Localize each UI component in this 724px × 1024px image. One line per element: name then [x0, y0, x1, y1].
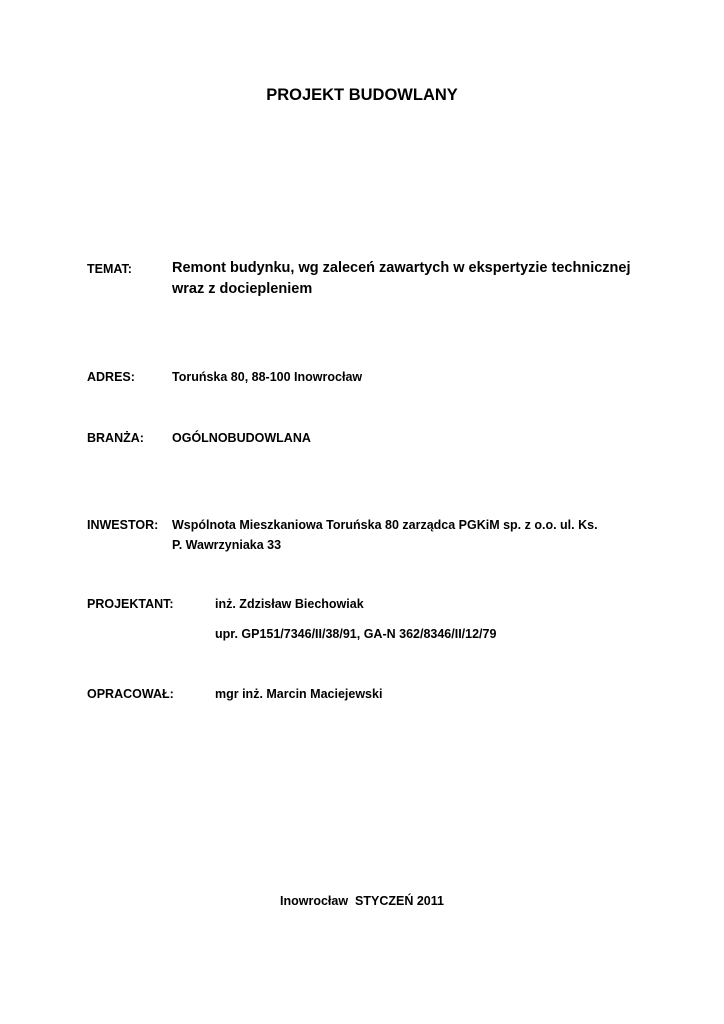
inwestor-label: INWESTOR: — [87, 518, 159, 532]
opracowal-label: OPRACOWAŁ: — [87, 687, 174, 701]
temat-line-2: wraz z dociepleniem — [172, 281, 313, 297]
adres-label: ADRES: — [87, 370, 135, 384]
projektant-label: PROJEKTANT: — [87, 597, 174, 611]
branza-value: OGÓLNOBUDOWLANA — [172, 431, 311, 445]
inwestor-line-2: P. Wawrzyniaka 33 — [172, 538, 282, 552]
projektant-license: upr. GP151/7346/II/38/91, GA-N 362/8346/II/12/79 — [215, 627, 497, 641]
opracowal-name: mgr inż. Marcin Maciejewski — [215, 687, 383, 701]
document-title: PROJEKT BUDOWLANY — [266, 86, 458, 104]
inwestor-line-1: Wspólnota Mieszkaniowa Toruńska 80 zarządca PGKiM sp. z o.o. ul. Ks. — [172, 518, 598, 532]
temat-label: TEMAT: — [87, 262, 132, 276]
adres-value: Toruńska 80, 88-100 Inowrocław — [172, 370, 363, 384]
temat-line-1: Remont budynku, wg zaleceń zawartych w ekspertyzie technicznej — [172, 260, 631, 276]
branza-label: BRANŻA: — [87, 431, 144, 445]
projektant-name: inż. Zdzisław Biechowiak — [215, 597, 364, 611]
place-and-date: Inowrocław STYCZEŃ 2011 — [280, 894, 444, 908]
